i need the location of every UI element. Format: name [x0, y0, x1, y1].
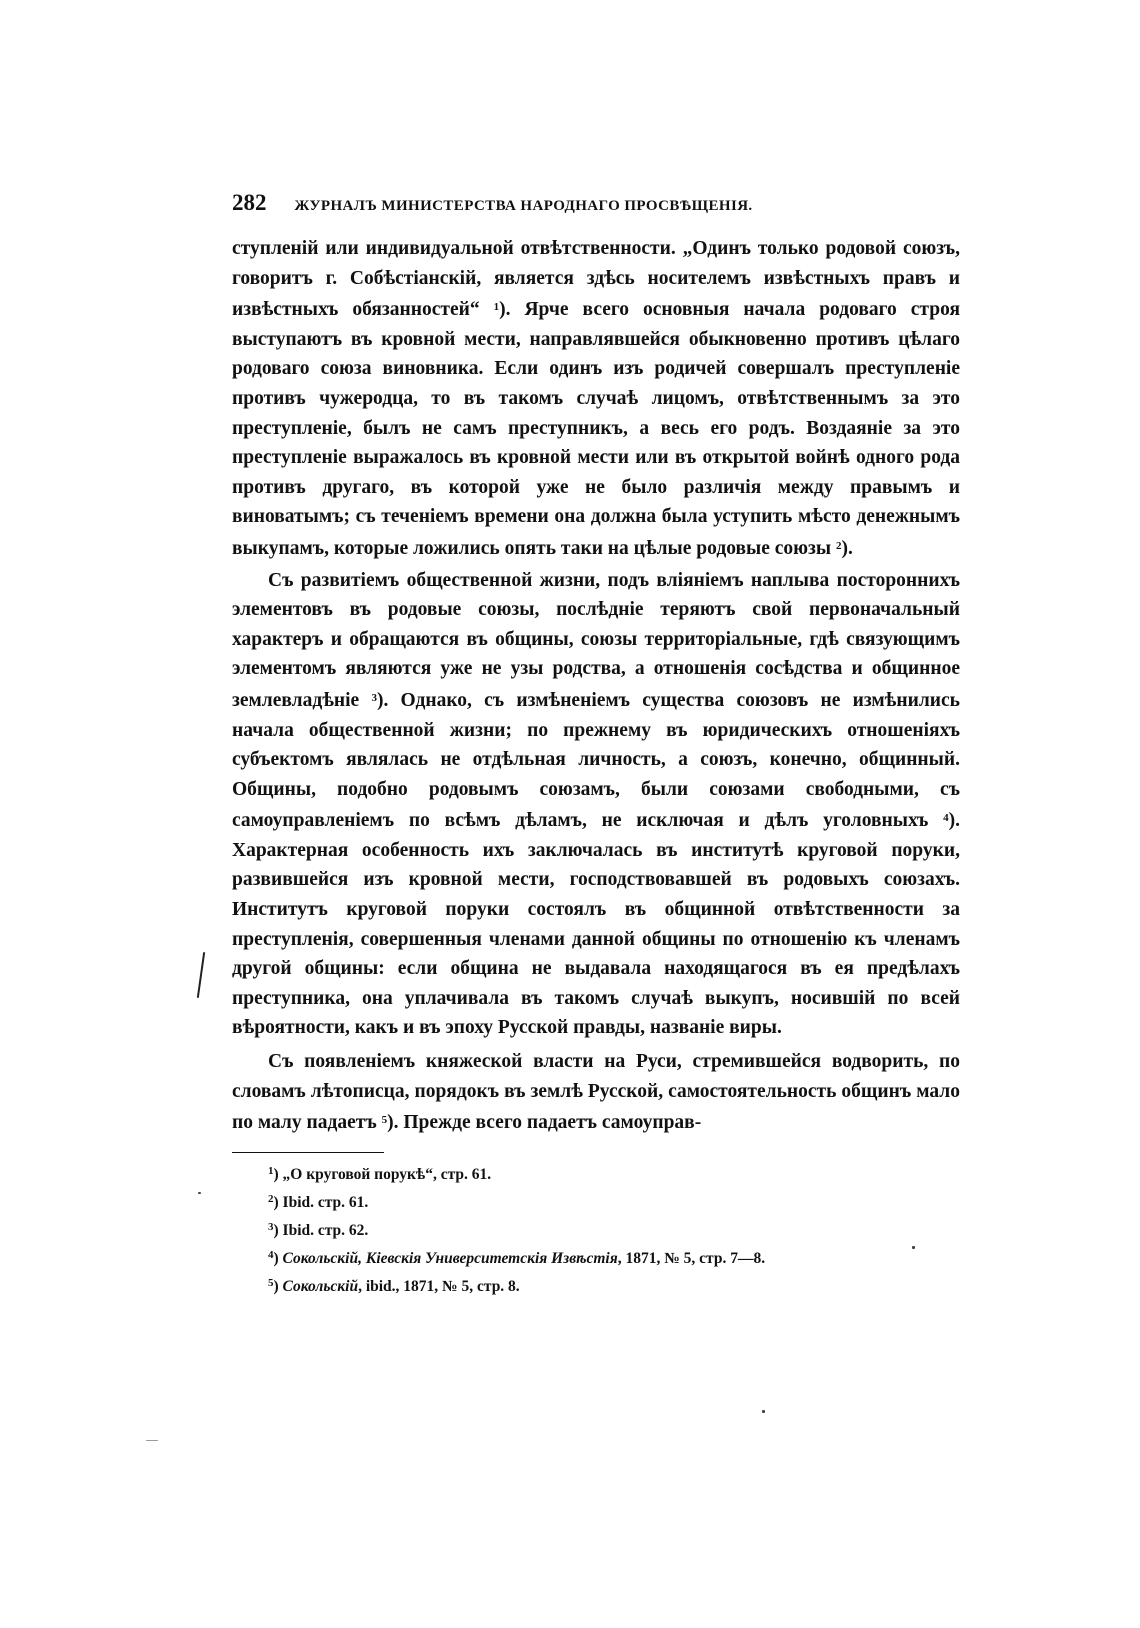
footnote-reference: 5 — [381, 1114, 388, 1127]
book-page — [232, 190, 960, 1299]
scan-speck — [146, 1440, 158, 1441]
margin-pencil-mark — [197, 952, 205, 998]
footnote-3 — [268, 1215, 960, 1243]
paragraph-text: ). — [841, 537, 853, 559]
footnote-5 — [268, 1271, 960, 1299]
footnote-1 — [268, 1159, 960, 1187]
paragraph-text: Съ развитіемъ общественной жизни, подъ вліяніемъ наплыва постороннихъ элементовъ въ родовые союзы, послѣдніе теряютъ свой первоначальный характеръ и обращаются въ общины, союзы территоріальные, гдѣ связующимъ элементомъ являются уже не узы родства, а отношенія сосѣдства и общинное землевладѣніе — [232, 569, 960, 711]
footnote-mark: 3 — [268, 1220, 274, 1233]
page-number: 282 — [232, 190, 267, 215]
paragraph-text: ). Прежде всего падаетъ самоуправ- — [387, 1112, 702, 1134]
footnote-reference: 4 — [943, 812, 949, 825]
footnote-mark: 2 — [268, 1192, 274, 1205]
scan-speck — [198, 1192, 201, 1194]
footnote-reference: 3 — [371, 691, 377, 704]
footnote-text: ) Ibid. стр. 61. — [273, 1193, 369, 1211]
footnote-text: , 1871, № 5, стр. 7—8. — [617, 1249, 766, 1267]
paragraph-text: Съ появленіемъ княжеской власти на Руси, стремившейся водворить, по словамъ лѣтописца, порядокъ въ землѣ Русской, самостоятельность общинъ мало по малу падаетъ — [232, 1051, 960, 1134]
footnote-text: , ibid., 1871, № 5, стр. 8. — [358, 1277, 520, 1295]
footnote-text: ) — [273, 1249, 283, 1267]
running-title: ЖУРНАЛЪ МИНИСТЕРСТВА НАРОДНАГО ПРОСВѢЩЕНІЯ. — [294, 198, 753, 214]
footnote-text: ) Ibid. стр. 62. — [273, 1221, 369, 1239]
paragraph-text: ). Однако, съ измѣненіемъ существа союзовъ не измѣнились начала общественной жизни; по прежнему въ юридическихъ отношеніяхъ субъектомъ являлась не отдѣльная личность, а союзъ, конечно, общинный. Общины, подобно родовымъ союзамъ, были союзами свободными, съ самоуправленіемъ по всѣмъ дѣламъ, не исключая и дѣлъ уголовныхъ — [232, 689, 960, 832]
footnote-source-italic: Сокольскій, Кіевскія Университетскія Извѣстія — [282, 1249, 618, 1267]
scan-speck — [912, 1246, 915, 1249]
scan-speck — [762, 1410, 765, 1413]
footnote-reference: 2 — [836, 539, 842, 552]
footnote-mark: 5 — [268, 1276, 274, 1289]
footnote-text: ) — [273, 1277, 283, 1295]
paragraph-1 — [232, 234, 960, 564]
footnote-text: ) „О круговой порукѣ“, стр. 61. — [273, 1165, 492, 1183]
paragraph-text: ступленій или индивидуальной отвѣтственности. „Одинъ только родовой союзъ, говоритъ г. Собѣстіанскій, является здѣсь носителемъ извѣстныхъ правъ и извѣстныхъ обязанностей“ — [232, 238, 960, 321]
footnote-2 — [268, 1187, 960, 1215]
running-head — [232, 190, 960, 230]
body-text — [232, 234, 960, 1138]
paragraph-3 — [232, 1047, 960, 1138]
paragraph-text: ). Характерная особенность ихъ заключалась въ институтѣ круговой поруки, развившейся изъ кровной мести, господствовавшей въ родовыхъ союзахъ. Институтъ круговой поруки состоялъ въ общинной отвѣтственности за преступленія, совершенныя членами данной общины по отношенію къ членамъ другой общины: если община не выдавала находящагося въ ея предѣлахъ преступника, она уплачивала въ такомъ случаѣ выкупъ, носившій по всей вѣроятности, какъ и въ эпоху Русской правды, названіе виры. — [232, 810, 960, 1039]
footnote-reference: 1 — [493, 301, 500, 314]
paragraph-text: ). Ярче всего основныя начала родоваго строя выступаютъ въ кровной мести, направлявшейся обыкновенно противъ цѣлаго родоваго союза виновника. Если одинъ изъ родичей совершалъ преступленіе противъ чужеродца, то въ такомъ случаѣ лицомъ, отвѣтственнымъ за это преступленіе, былъ не самъ преступникъ, а весь его родъ. Воздаяніе за это преступленіе выражалось въ кровной мести или въ открытой войнѣ одного рода противъ другаго, въ которой уже не было различія между правымъ и виноватымъ; съ теченіемъ времени она должна была уступить мѣсто денежнымъ выкупамъ, которые ложились опять таки на цѣлые родовые союзы — [232, 299, 961, 559]
footnote-mark: 4 — [268, 1248, 274, 1261]
footnote-source-italic: Сокольскій — [282, 1277, 359, 1295]
footnote-4 — [268, 1243, 960, 1271]
paragraph-2 — [232, 566, 960, 1044]
footnote-mark: 1 — [268, 1164, 274, 1177]
footnote-rule — [232, 1152, 384, 1153]
footnotes — [232, 1159, 960, 1299]
